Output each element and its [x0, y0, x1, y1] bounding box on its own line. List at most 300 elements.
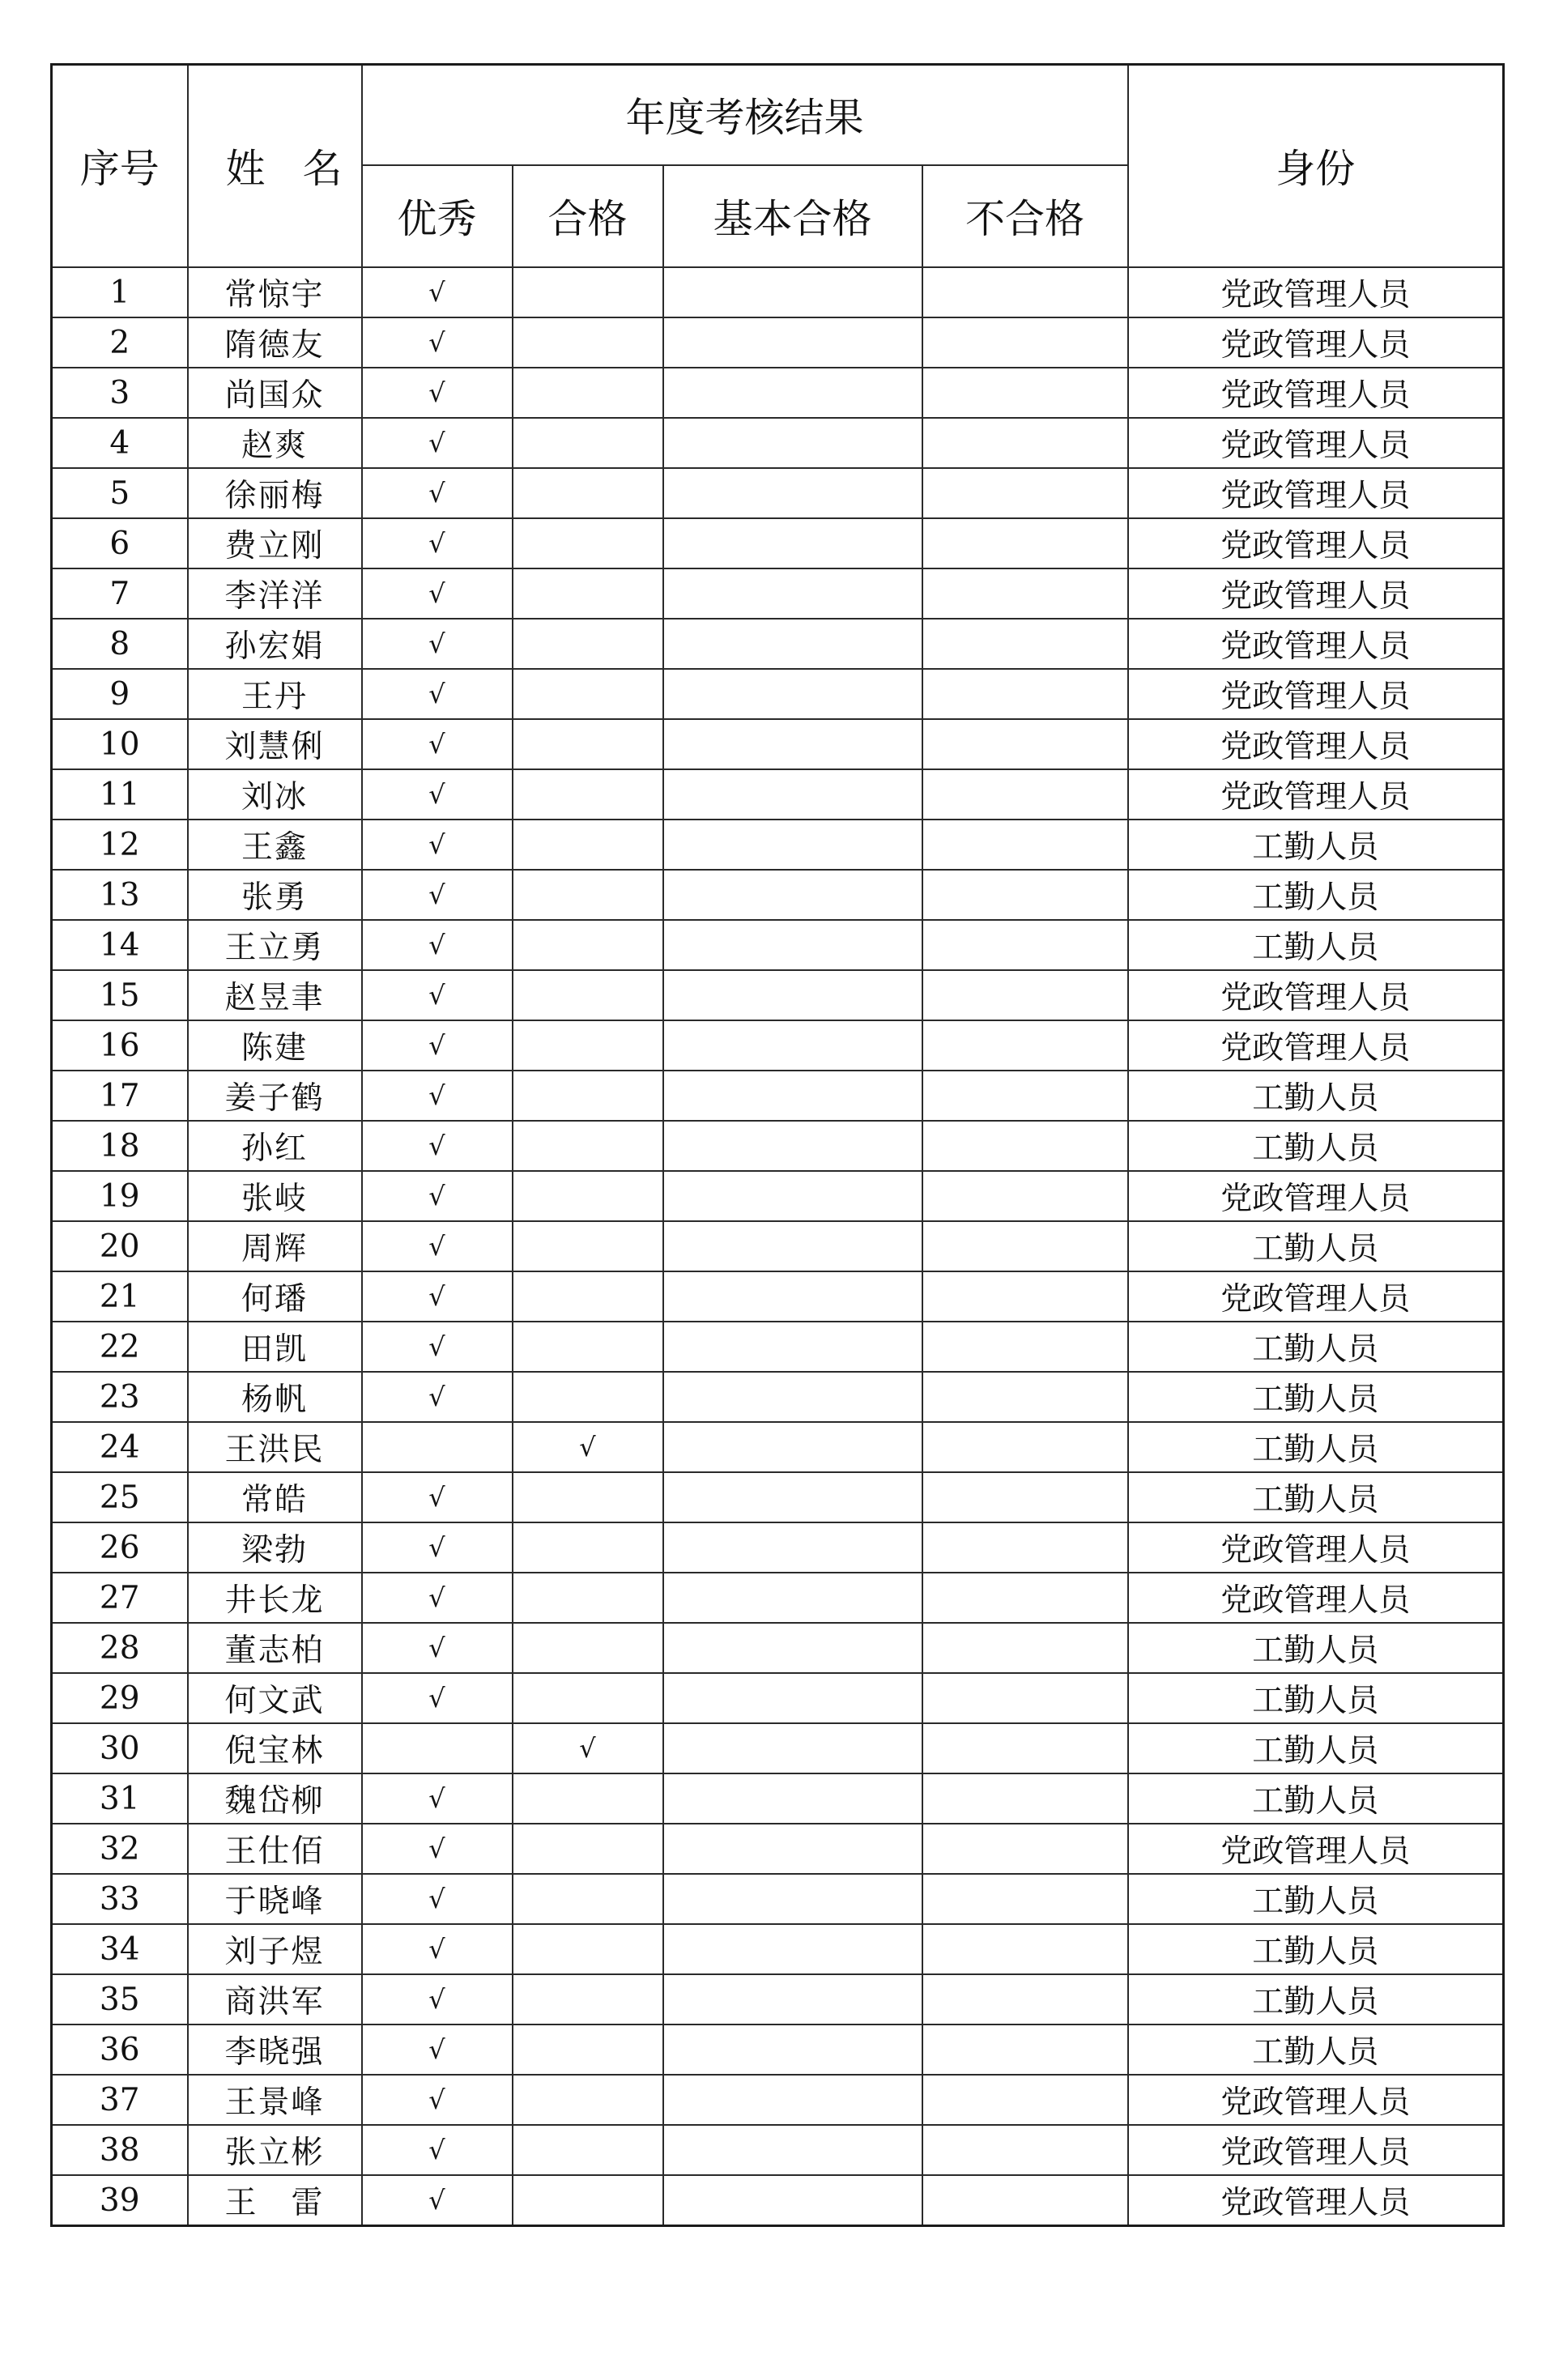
- cell-seq: 32: [52, 1824, 188, 1874]
- cell-basic-qualified: [663, 1924, 922, 1974]
- cell-identity: 党政管理人员: [1128, 1020, 1504, 1071]
- cell-unqualified: [922, 1974, 1128, 2024]
- table-row: [52, 1322, 1504, 1372]
- cell-name: 王鑫: [188, 820, 362, 870]
- cell-seq: 14: [52, 920, 188, 970]
- assessment-table: [50, 63, 1505, 2227]
- cell-name: 常惊宇: [188, 267, 362, 317]
- cell-unqualified: [922, 1422, 1128, 1472]
- cell-excellent: √: [362, 418, 513, 468]
- cell-seq: 24: [52, 1422, 188, 1472]
- table-row: [52, 1372, 1504, 1422]
- cell-identity: 党政管理人员: [1128, 769, 1504, 820]
- cell-name: 王丹: [188, 669, 362, 719]
- cell-seq: 30: [52, 1723, 188, 1773]
- table-row: [52, 1121, 1504, 1171]
- cell-basic-qualified: [663, 1723, 922, 1773]
- cell-identity: 党政管理人员: [1128, 518, 1504, 568]
- cell-excellent: √: [362, 2125, 513, 2175]
- cell-name: 尚国众: [188, 368, 362, 418]
- cell-unqualified: [922, 1522, 1128, 1573]
- cell-excellent: √: [362, 1020, 513, 1071]
- cell-seq: 28: [52, 1623, 188, 1673]
- cell-excellent: √: [362, 1171, 513, 1221]
- cell-name: 徐丽梅: [188, 468, 362, 518]
- cell-unqualified: [922, 418, 1128, 468]
- cell-qualified: [513, 1171, 663, 1221]
- table-row: [52, 418, 1504, 468]
- table-row: [52, 1171, 1504, 1221]
- table-row: [52, 518, 1504, 568]
- cell-identity: 工勤人员: [1128, 1372, 1504, 1422]
- table-row: [52, 568, 1504, 619]
- cell-qualified: [513, 1121, 663, 1171]
- cell-basic-qualified: [663, 1171, 922, 1221]
- table-row: [52, 1673, 1504, 1723]
- cell-seq: 27: [52, 1573, 188, 1623]
- table-row: [52, 2024, 1504, 2075]
- cell-basic-qualified: [663, 418, 922, 468]
- cell-name: 王洪民: [188, 1422, 362, 1472]
- cell-seq: 25: [52, 1472, 188, 1522]
- cell-seq: 9: [52, 669, 188, 719]
- cell-name: 张勇: [188, 870, 362, 920]
- cell-unqualified: [922, 1472, 1128, 1522]
- cell-seq: 4: [52, 418, 188, 468]
- cell-name: 刘子煜: [188, 1924, 362, 1974]
- cell-seq: 31: [52, 1773, 188, 1824]
- cell-qualified: [513, 1322, 663, 1372]
- cell-unqualified: [922, 769, 1128, 820]
- cell-qualified: [513, 1824, 663, 1874]
- cell-name: 赵昱聿: [188, 970, 362, 1020]
- cell-qualified: [513, 1623, 663, 1673]
- cell-unqualified: [922, 568, 1128, 619]
- cell-excellent: [362, 1723, 513, 1773]
- cell-seq: 11: [52, 769, 188, 820]
- cell-identity: 工勤人员: [1128, 820, 1504, 870]
- cell-unqualified: [922, 669, 1128, 719]
- cell-basic-qualified: [663, 1874, 922, 1924]
- cell-qualified: [513, 2024, 663, 2075]
- header-unqualified: 不合格: [922, 165, 1128, 267]
- cell-qualified: [513, 568, 663, 619]
- cell-identity: 党政管理人员: [1128, 669, 1504, 719]
- cell-excellent: √: [362, 468, 513, 518]
- table-row: [52, 267, 1504, 317]
- table-header: [52, 65, 1504, 268]
- cell-identity: 党政管理人员: [1128, 418, 1504, 468]
- cell-unqualified: [922, 719, 1128, 769]
- cell-qualified: [513, 368, 663, 418]
- cell-excellent: √: [362, 1271, 513, 1322]
- cell-qualified: [513, 920, 663, 970]
- cell-identity: 工勤人员: [1128, 1974, 1504, 2024]
- cell-identity: 党政管理人员: [1128, 619, 1504, 669]
- table-row: [52, 1422, 1504, 1472]
- cell-excellent: √: [362, 1472, 513, 1522]
- cell-identity: 工勤人员: [1128, 2024, 1504, 2075]
- table-row: [52, 920, 1504, 970]
- cell-unqualified: [922, 518, 1128, 568]
- cell-identity: 工勤人员: [1128, 1723, 1504, 1773]
- cell-unqualified: [922, 920, 1128, 970]
- table-row: [52, 317, 1504, 368]
- cell-unqualified: [922, 1121, 1128, 1171]
- cell-name: 李晓强: [188, 2024, 362, 2075]
- cell-identity: 党政管理人员: [1128, 1171, 1504, 1221]
- cell-basic-qualified: [663, 2125, 922, 2175]
- cell-qualified: [513, 1874, 663, 1924]
- cell-unqualified: [922, 970, 1128, 1020]
- cell-identity: 党政管理人员: [1128, 2175, 1504, 2226]
- table-row: [52, 820, 1504, 870]
- table-row: [52, 669, 1504, 719]
- cell-unqualified: [922, 267, 1128, 317]
- cell-unqualified: [922, 1020, 1128, 1071]
- cell-qualified: [513, 267, 663, 317]
- header-identity: 身份: [1128, 65, 1504, 268]
- cell-identity: 党政管理人员: [1128, 2125, 1504, 2175]
- cell-qualified: [513, 1573, 663, 1623]
- cell-seq: 2: [52, 317, 188, 368]
- cell-seq: 8: [52, 619, 188, 669]
- cell-qualified: [513, 769, 663, 820]
- cell-identity: 党政管理人员: [1128, 1824, 1504, 1874]
- cell-name: 孙宏娟: [188, 619, 362, 669]
- cell-excellent: √: [362, 1372, 513, 1422]
- cell-qualified: [513, 669, 663, 719]
- cell-qualified: [513, 2075, 663, 2125]
- cell-qualified: [513, 1522, 663, 1573]
- cell-basic-qualified: [663, 518, 922, 568]
- cell-basic-qualified: [663, 669, 922, 719]
- cell-name: 王立勇: [188, 920, 362, 970]
- cell-basic-qualified: [663, 1271, 922, 1322]
- cell-identity: 党政管理人员: [1128, 468, 1504, 518]
- cell-qualified: √: [513, 1723, 663, 1773]
- cell-excellent: √: [362, 1121, 513, 1171]
- cell-basic-qualified: [663, 1422, 922, 1472]
- cell-identity: 党政管理人员: [1128, 719, 1504, 769]
- cell-name: 陈建: [188, 1020, 362, 1071]
- header-annual-result: 年度考核结果: [362, 65, 1128, 166]
- cell-seq: 13: [52, 870, 188, 920]
- cell-name: 于晓峰: [188, 1874, 362, 1924]
- cell-basic-qualified: [663, 2175, 922, 2226]
- cell-qualified: √: [513, 1422, 663, 1472]
- cell-basic-qualified: [663, 2075, 922, 2125]
- cell-basic-qualified: [663, 468, 922, 518]
- cell-seq: 6: [52, 518, 188, 568]
- table-row: [52, 769, 1504, 820]
- cell-seq: 29: [52, 1673, 188, 1723]
- table-row: [52, 870, 1504, 920]
- header-qualified: 合格: [513, 165, 663, 267]
- cell-name: 姜子鹤: [188, 1071, 362, 1121]
- cell-seq: 33: [52, 1874, 188, 1924]
- cell-excellent: √: [362, 619, 513, 669]
- cell-name: 王仕佰: [188, 1824, 362, 1874]
- cell-unqualified: [922, 870, 1128, 920]
- cell-unqualified: [922, 2024, 1128, 2075]
- table-row: [52, 1271, 1504, 1322]
- cell-identity: 工勤人员: [1128, 1874, 1504, 1924]
- table-row: [52, 1472, 1504, 1522]
- cell-seq: 23: [52, 1372, 188, 1422]
- cell-excellent: √: [362, 1522, 513, 1573]
- cell-seq: 12: [52, 820, 188, 870]
- table-row: [52, 1723, 1504, 1773]
- cell-excellent: √: [362, 870, 513, 920]
- cell-seq: 22: [52, 1322, 188, 1372]
- table-row: [52, 1924, 1504, 1974]
- cell-basic-qualified: [663, 1221, 922, 1271]
- cell-qualified: [513, 1924, 663, 1974]
- cell-qualified: [513, 1271, 663, 1322]
- cell-excellent: √: [362, 1322, 513, 1372]
- cell-identity: 工勤人员: [1128, 1472, 1504, 1522]
- cell-excellent: √: [362, 920, 513, 970]
- cell-identity: 党政管理人员: [1128, 317, 1504, 368]
- cell-identity: 党政管理人员: [1128, 568, 1504, 619]
- cell-name: 周辉: [188, 1221, 362, 1271]
- table-row: [52, 2175, 1504, 2226]
- cell-qualified: [513, 1071, 663, 1121]
- header-row-top: [52, 65, 1504, 166]
- header-basic-qualified: 基本合格: [663, 165, 922, 267]
- cell-excellent: √: [362, 2175, 513, 2226]
- cell-identity: 党政管理人员: [1128, 1271, 1504, 1322]
- cell-unqualified: [922, 820, 1128, 870]
- cell-unqualified: [922, 1221, 1128, 1271]
- cell-name: 王 雷: [188, 2175, 362, 2226]
- cell-basic-qualified: [663, 1472, 922, 1522]
- cell-seq: 37: [52, 2075, 188, 2125]
- cell-unqualified: [922, 1773, 1128, 1824]
- cell-basic-qualified: [663, 970, 922, 1020]
- cell-unqualified: [922, 317, 1128, 368]
- cell-identity: 党政管理人员: [1128, 1522, 1504, 1573]
- cell-qualified: [513, 2175, 663, 2226]
- cell-name: 刘冰: [188, 769, 362, 820]
- table-row: [52, 619, 1504, 669]
- cell-identity: 工勤人员: [1128, 1071, 1504, 1121]
- cell-name: 董志柏: [188, 1623, 362, 1673]
- cell-basic-qualified: [663, 619, 922, 669]
- cell-unqualified: [922, 1723, 1128, 1773]
- cell-qualified: [513, 518, 663, 568]
- cell-qualified: [513, 870, 663, 920]
- table-row: [52, 1824, 1504, 1874]
- table-row: [52, 1221, 1504, 1271]
- table-body: [52, 267, 1504, 2226]
- cell-seq: 34: [52, 1924, 188, 1974]
- table-row: [52, 1623, 1504, 1673]
- cell-name: 费立刚: [188, 518, 362, 568]
- cell-basic-qualified: [663, 1974, 922, 2024]
- cell-excellent: √: [362, 1071, 513, 1121]
- cell-qualified: [513, 1372, 663, 1422]
- cell-identity: 党政管理人员: [1128, 368, 1504, 418]
- cell-identity: 工勤人员: [1128, 1322, 1504, 1372]
- cell-unqualified: [922, 2175, 1128, 2226]
- cell-name: 田凯: [188, 1322, 362, 1372]
- cell-qualified: [513, 1673, 663, 1723]
- cell-seq: 26: [52, 1522, 188, 1573]
- cell-seq: 3: [52, 368, 188, 418]
- cell-name: 刘慧俐: [188, 719, 362, 769]
- cell-seq: 10: [52, 719, 188, 769]
- cell-identity: 党政管理人员: [1128, 970, 1504, 1020]
- cell-identity: 工勤人员: [1128, 1623, 1504, 1673]
- cell-excellent: √: [362, 669, 513, 719]
- cell-name: 张立彬: [188, 2125, 362, 2175]
- cell-identity: 工勤人员: [1128, 1422, 1504, 1472]
- cell-basic-qualified: [663, 1573, 922, 1623]
- cell-excellent: √: [362, 1623, 513, 1673]
- cell-name: 杨帆: [188, 1372, 362, 1422]
- cell-name: 商洪军: [188, 1974, 362, 2024]
- cell-basic-qualified: [663, 1522, 922, 1573]
- cell-basic-qualified: [663, 719, 922, 769]
- cell-unqualified: [922, 1874, 1128, 1924]
- cell-basic-qualified: [663, 920, 922, 970]
- cell-qualified: [513, 619, 663, 669]
- cell-name: 魏岱柳: [188, 1773, 362, 1824]
- cell-name: 何文武: [188, 1673, 362, 1723]
- cell-basic-qualified: [663, 1773, 922, 1824]
- cell-excellent: [362, 1422, 513, 1472]
- cell-identity: 党政管理人员: [1128, 1573, 1504, 1623]
- header-excellent: 优秀: [362, 165, 513, 267]
- cell-seq: 39: [52, 2175, 188, 2226]
- cell-identity: 工勤人员: [1128, 1924, 1504, 1974]
- cell-basic-qualified: [663, 820, 922, 870]
- cell-unqualified: [922, 1372, 1128, 1422]
- table-row: [52, 719, 1504, 769]
- cell-excellent: √: [362, 1924, 513, 1974]
- header-name: 姓名: [188, 65, 362, 268]
- table-row: [52, 2125, 1504, 2175]
- cell-unqualified: [922, 1071, 1128, 1121]
- cell-basic-qualified: [663, 1020, 922, 1071]
- cell-qualified: [513, 468, 663, 518]
- cell-name: 梁勃: [188, 1522, 362, 1573]
- cell-identity: 工勤人员: [1128, 920, 1504, 970]
- cell-seq: 36: [52, 2024, 188, 2075]
- cell-seq: 20: [52, 1221, 188, 1271]
- cell-excellent: √: [362, 1573, 513, 1623]
- cell-qualified: [513, 1221, 663, 1271]
- cell-qualified: [513, 1773, 663, 1824]
- cell-seq: 5: [52, 468, 188, 518]
- cell-seq: 21: [52, 1271, 188, 1322]
- cell-seq: 15: [52, 970, 188, 1020]
- table-row: [52, 1522, 1504, 1573]
- cell-name: 李洋洋: [188, 568, 362, 619]
- cell-excellent: √: [362, 719, 513, 769]
- cell-qualified: [513, 317, 663, 368]
- cell-identity: 党政管理人员: [1128, 267, 1504, 317]
- cell-seq: 16: [52, 1020, 188, 1071]
- cell-basic-qualified: [663, 1071, 922, 1121]
- cell-basic-qualified: [663, 1824, 922, 1874]
- table-row: [52, 468, 1504, 518]
- cell-qualified: [513, 418, 663, 468]
- cell-name: 井长龙: [188, 1573, 362, 1623]
- cell-name: 何璠: [188, 1271, 362, 1322]
- cell-excellent: √: [362, 1974, 513, 2024]
- cell-unqualified: [922, 1824, 1128, 1874]
- cell-excellent: √: [362, 368, 513, 418]
- cell-basic-qualified: [663, 870, 922, 920]
- cell-unqualified: [922, 619, 1128, 669]
- cell-qualified: [513, 970, 663, 1020]
- cell-excellent: √: [362, 518, 513, 568]
- cell-name: 张岐: [188, 1171, 362, 1221]
- cell-unqualified: [922, 368, 1128, 418]
- cell-identity: 工勤人员: [1128, 1221, 1504, 1271]
- cell-name: 王景峰: [188, 2075, 362, 2125]
- cell-basic-qualified: [663, 317, 922, 368]
- cell-name: 赵爽: [188, 418, 362, 468]
- cell-qualified: [513, 1472, 663, 1522]
- cell-unqualified: [922, 1271, 1128, 1322]
- table-row: [52, 1071, 1504, 1121]
- cell-name: 隋德友: [188, 317, 362, 368]
- cell-seq: 35: [52, 1974, 188, 2024]
- cell-unqualified: [922, 1623, 1128, 1673]
- cell-name: 倪宝林: [188, 1723, 362, 1773]
- cell-unqualified: [922, 1673, 1128, 1723]
- cell-unqualified: [922, 1322, 1128, 1372]
- cell-unqualified: [922, 1573, 1128, 1623]
- cell-identity: 工勤人员: [1128, 1773, 1504, 1824]
- cell-seq: 38: [52, 2125, 188, 2175]
- cell-basic-qualified: [663, 1623, 922, 1673]
- cell-basic-qualified: [663, 769, 922, 820]
- cell-qualified: [513, 820, 663, 870]
- table-row: [52, 970, 1504, 1020]
- table-row: [52, 1020, 1504, 1071]
- cell-identity: 党政管理人员: [1128, 2075, 1504, 2125]
- cell-excellent: √: [362, 568, 513, 619]
- cell-seq: 18: [52, 1121, 188, 1171]
- cell-basic-qualified: [663, 368, 922, 418]
- cell-qualified: [513, 1974, 663, 2024]
- cell-basic-qualified: [663, 568, 922, 619]
- cell-unqualified: [922, 2075, 1128, 2125]
- table-row: [52, 2075, 1504, 2125]
- table-row: [52, 1874, 1504, 1924]
- cell-seq: 7: [52, 568, 188, 619]
- table-row: [52, 1573, 1504, 1623]
- cell-basic-qualified: [663, 1372, 922, 1422]
- cell-excellent: √: [362, 317, 513, 368]
- cell-unqualified: [922, 1171, 1128, 1221]
- cell-excellent: √: [362, 1673, 513, 1723]
- cell-excellent: √: [362, 2024, 513, 2075]
- cell-qualified: [513, 1020, 663, 1071]
- cell-unqualified: [922, 1924, 1128, 1974]
- cell-excellent: √: [362, 970, 513, 1020]
- cell-excellent: √: [362, 267, 513, 317]
- table-row: [52, 1773, 1504, 1824]
- cell-basic-qualified: [663, 2024, 922, 2075]
- table-row: [52, 368, 1504, 418]
- table-row: [52, 1974, 1504, 2024]
